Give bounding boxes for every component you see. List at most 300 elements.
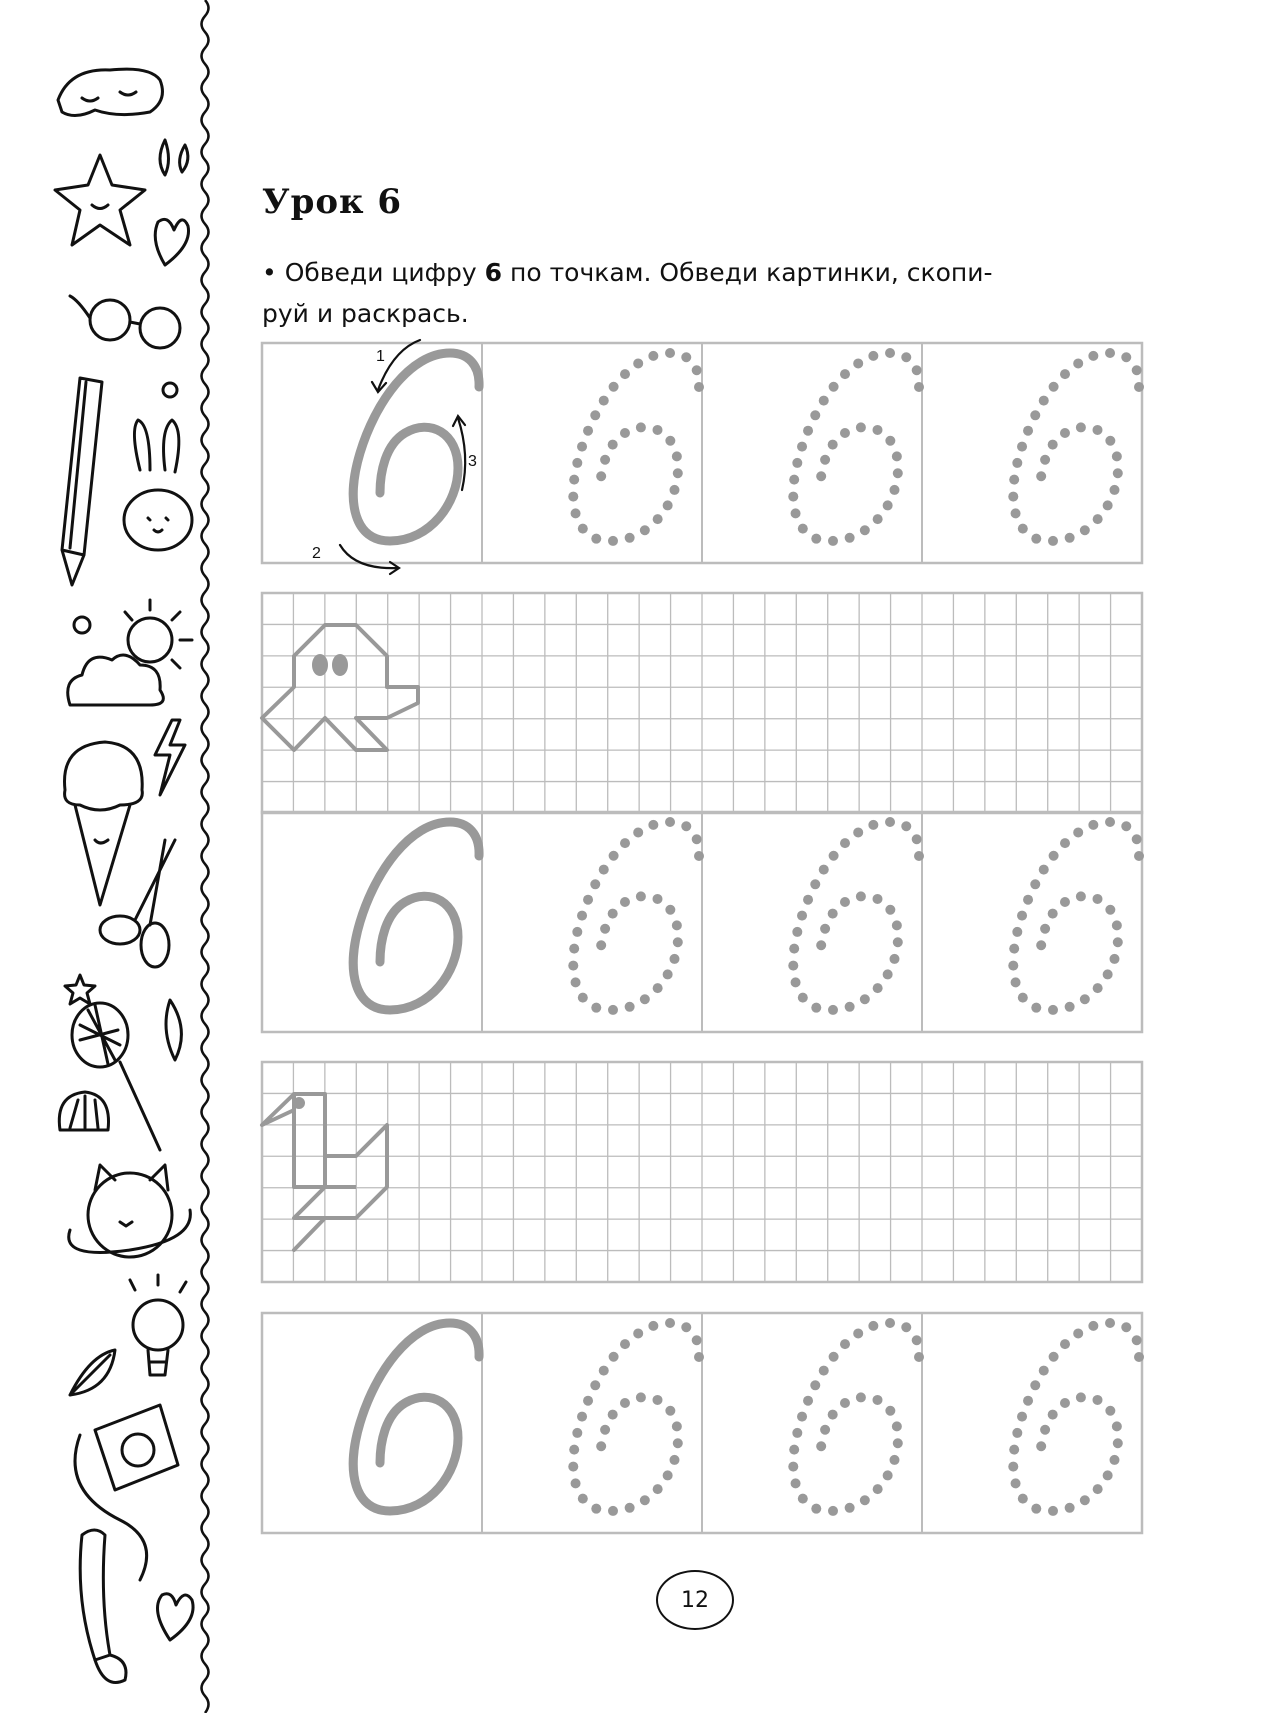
trace-dot: [873, 983, 883, 993]
trace-dot: [571, 1478, 581, 1488]
trace-dot: [665, 905, 675, 915]
trace-dot: [1039, 865, 1049, 875]
trace-dot: [892, 920, 902, 930]
trace-dot: [1039, 396, 1049, 406]
trace-dot: [1121, 352, 1131, 362]
trace-dot: [1031, 534, 1041, 544]
trace-dot: [803, 895, 813, 905]
trace-dot: [816, 471, 826, 481]
trace-dot: [856, 891, 866, 901]
trace-dot: [885, 1318, 895, 1328]
trace-dot: [829, 851, 839, 861]
trace-dot: [692, 1335, 702, 1345]
trace-dot: [1017, 442, 1027, 452]
trace-dot: [620, 428, 630, 438]
trace-dot: [1092, 894, 1102, 904]
trace-dot: [1112, 1421, 1122, 1431]
trace-dot: [885, 348, 895, 358]
trace-dot: [1134, 851, 1144, 861]
trace-dot: [569, 944, 579, 954]
trace-dot: [873, 514, 883, 524]
trace-dot: [1036, 471, 1046, 481]
trace-dot: [860, 525, 870, 535]
dotted-digit-six: [788, 1318, 924, 1516]
trace-dot: [889, 1455, 899, 1465]
trace-dot: [797, 1412, 807, 1422]
trace-dot: [1031, 1504, 1041, 1514]
trace-dot: [578, 993, 588, 1003]
trace-dot: [1018, 993, 1028, 1003]
trace-dot: [1036, 1441, 1046, 1451]
trace-dot: [1039, 1366, 1049, 1376]
trace-dot: [636, 891, 646, 901]
trace-dot: [599, 865, 609, 875]
trace-dot: [1048, 1506, 1058, 1516]
trace-dot: [1011, 508, 1021, 518]
trace-dot: [872, 894, 882, 904]
trace-dot: [819, 865, 829, 875]
trace-dot: [893, 937, 903, 947]
trace-dot: [885, 817, 895, 827]
trace-dot: [797, 911, 807, 921]
trace-dot: [1073, 827, 1083, 837]
instruction-digit: 6: [484, 258, 503, 287]
dotted-digit-six: [1008, 348, 1144, 546]
trace-dot: [791, 977, 801, 987]
lesson-title: Урок 6: [262, 182, 403, 222]
trace-dot: [609, 382, 619, 392]
trace-dot: [1092, 1395, 1102, 1405]
trace-dot: [1060, 369, 1070, 379]
trace-dot: [872, 1395, 882, 1405]
trace-dot: [811, 1003, 821, 1013]
trace-dot: [1132, 365, 1142, 375]
trace-dot: [1105, 905, 1115, 915]
trace-dot: [798, 524, 808, 534]
trace-dot: [625, 1002, 635, 1012]
trace-dot: [1113, 468, 1123, 478]
trace-dot: [1009, 475, 1019, 485]
trace-dot: [608, 1410, 618, 1420]
trace-dot: [620, 897, 630, 907]
trace-dot: [625, 1503, 635, 1513]
trace-dot: [572, 458, 582, 468]
trace-dot: [845, 1503, 855, 1513]
trace-dot: [1030, 1380, 1040, 1390]
trace-dot: [568, 492, 578, 502]
trace-dot: [568, 961, 578, 971]
trace-dot: [633, 358, 643, 368]
trace-dot: [1048, 440, 1058, 450]
trace-dot: [663, 500, 673, 510]
trace-dot: [1008, 1462, 1018, 1472]
trace-dot: [1065, 533, 1075, 543]
trace-dot: [596, 940, 606, 950]
trace-dot: [1076, 1392, 1086, 1402]
trace-dot: [811, 534, 821, 544]
trace-dot: [1093, 1484, 1103, 1494]
trace-dot: [788, 1462, 798, 1472]
trace-dot: [578, 1494, 588, 1504]
trace-dot: [1049, 851, 1059, 861]
trace-dot: [868, 820, 878, 830]
trace-dot: [885, 1406, 895, 1416]
dotted-digit-six: [568, 817, 704, 1015]
trace-dot: [883, 500, 893, 510]
trace-dot: [1080, 1495, 1090, 1505]
trace-dot: [1017, 911, 1027, 921]
trace-dot: [1036, 940, 1046, 950]
trace-dot: [590, 410, 600, 420]
trace-dot: [1076, 422, 1086, 432]
trace-dot: [694, 1352, 704, 1362]
trace-dot: [1080, 994, 1090, 1004]
trace-dot: [1008, 961, 1018, 971]
trace-dot: [625, 533, 635, 543]
trace-dot: [1030, 879, 1040, 889]
trace-dot: [673, 1438, 683, 1448]
trace-dot: [608, 1005, 618, 1015]
trace-dot: [1060, 1339, 1070, 1349]
trace-dot: [673, 937, 683, 947]
trace-dot: [599, 396, 609, 406]
trace-dot: [1093, 514, 1103, 524]
trace-dot: [1088, 1321, 1098, 1331]
trace-dot: [828, 536, 838, 546]
trace-dot: [1048, 1005, 1058, 1015]
trace-dot: [840, 369, 850, 379]
trace-dot: [663, 969, 673, 979]
trace-dot: [853, 827, 863, 837]
grid-row-duck: [262, 1062, 1142, 1282]
trace-dot: [681, 352, 691, 362]
trace-dot: [648, 351, 658, 361]
trace-dot: [665, 1318, 675, 1328]
trace-dot: [1080, 525, 1090, 535]
trace-dot: [883, 969, 893, 979]
trace-dot: [892, 1421, 902, 1431]
trace-dot: [633, 827, 643, 837]
trace-dot: [829, 382, 839, 392]
trace-dot: [608, 1506, 618, 1516]
trace-dot: [583, 1396, 593, 1406]
trace-dot: [828, 1410, 838, 1420]
trace-dot: [653, 514, 663, 524]
stroke-order-2: 2: [312, 545, 321, 562]
trace-dot: [1049, 1352, 1059, 1362]
trace-dot: [1109, 485, 1119, 495]
trace-dot: [840, 838, 850, 848]
trace-dot: [692, 834, 702, 844]
trace-dot: [1060, 1398, 1070, 1408]
trace-dot: [1076, 891, 1086, 901]
trace-dot: [1048, 1410, 1058, 1420]
trace-dot: [868, 351, 878, 361]
trace-dot: [648, 820, 658, 830]
trace-dot: [665, 817, 675, 827]
trace-dot: [652, 894, 662, 904]
trace-dot: [1103, 500, 1113, 510]
trace-dot: [1017, 1412, 1027, 1422]
trace-dot: [1049, 382, 1059, 392]
trace-dot: [1048, 536, 1058, 546]
trace-dot: [694, 382, 704, 392]
trace-dot: [789, 1445, 799, 1455]
trace-dot: [1011, 977, 1021, 987]
dotted-digit-six: [1008, 817, 1144, 1015]
instruction-part2: по точкам. Обведи картинки, скопи-: [510, 258, 993, 287]
trace-dot: [792, 458, 802, 468]
trace-dot: [608, 909, 618, 919]
trace-dot: [872, 425, 882, 435]
trace-dot: [803, 426, 813, 436]
trace-dot: [885, 905, 895, 915]
trace-dot: [901, 352, 911, 362]
trace-dot: [1088, 820, 1098, 830]
trace-dot: [860, 1495, 870, 1505]
trace-dot: [792, 927, 802, 937]
trace-dot: [892, 451, 902, 461]
trace-dot: [569, 475, 579, 485]
trace-dot: [669, 485, 679, 495]
trace-dot: [1009, 1445, 1019, 1455]
trace-dot: [1109, 1455, 1119, 1465]
trace-dot: [912, 834, 922, 844]
grid-row-ghost: [262, 593, 1142, 813]
trace-dot: [797, 442, 807, 452]
stroke-order-1: 1: [376, 348, 385, 365]
trace-dot: [845, 1002, 855, 1012]
instruction-bullet: •: [262, 258, 277, 287]
trace-dot: [1073, 1328, 1083, 1338]
dotted-digit-six: [788, 817, 924, 1015]
trace-dot: [901, 1322, 911, 1332]
trace-dot: [1103, 1470, 1113, 1480]
trace-dot: [816, 940, 826, 950]
trace-dot: [1121, 1322, 1131, 1332]
trace-dot: [608, 440, 618, 450]
trace-dot: [789, 475, 799, 485]
trace-dot: [1031, 1003, 1041, 1013]
trace-dot: [620, 838, 630, 848]
trace-dot: [856, 422, 866, 432]
trace-dot: [1105, 1406, 1115, 1416]
trace-dot: [868, 1321, 878, 1331]
trace-dot: [912, 1335, 922, 1345]
trace-dot: [590, 879, 600, 889]
trace-dot: [620, 1339, 630, 1349]
trace-dot: [845, 533, 855, 543]
trace-dot: [1023, 426, 1033, 436]
trace-dot: [636, 422, 646, 432]
instruction-line2: руй и раскрась.: [262, 299, 469, 328]
trace-dot: [914, 382, 924, 392]
trace-dot: [672, 920, 682, 930]
trace-dot: [840, 1398, 850, 1408]
trace-dot: [1112, 451, 1122, 461]
trace-dot: [840, 1339, 850, 1349]
trace-dot: [665, 348, 675, 358]
trace-dot: [591, 1003, 601, 1013]
trace-dot: [798, 993, 808, 1003]
trace-dot: [636, 1392, 646, 1402]
trace-dot: [640, 994, 650, 1004]
trace-dot: [1012, 927, 1022, 937]
instruction-part1: Обведи цифру: [284, 258, 477, 287]
trace-dot: [885, 436, 895, 446]
trace-dot: [810, 879, 820, 889]
trace-dot: [620, 369, 630, 379]
trace-dot: [1012, 1428, 1022, 1438]
trace-dot: [1132, 1335, 1142, 1345]
trace-dot: [653, 1484, 663, 1494]
trace-dot: [1040, 455, 1050, 465]
trace-dot: [669, 954, 679, 964]
trace-dot: [599, 1366, 609, 1376]
trace-dot: [1092, 425, 1102, 435]
trace-dot: [609, 1352, 619, 1362]
trace-dot: [820, 924, 830, 934]
trace-dot: [692, 365, 702, 375]
trace-dot: [1088, 351, 1098, 361]
trace-dot: [1023, 895, 1033, 905]
trace-dot: [633, 1328, 643, 1338]
solid-digit-six: [353, 1323, 479, 1511]
trace-dot: [600, 924, 610, 934]
trace-dot: [1105, 1318, 1115, 1328]
trace-dot: [652, 1395, 662, 1405]
trace-dot: [694, 851, 704, 861]
trace-dot: [1065, 1503, 1075, 1513]
trace-dot: [583, 426, 593, 436]
trace-dot: [1012, 458, 1022, 468]
trace-dot: [893, 1438, 903, 1448]
trace-dot: [1121, 821, 1131, 831]
trace-dot: [590, 1380, 600, 1390]
trace-dot: [665, 436, 675, 446]
trace-dot: [577, 442, 587, 452]
trace-dot: [572, 1428, 582, 1438]
trace-dot: [1008, 492, 1018, 502]
trace-dot: [1134, 382, 1144, 392]
trace-dot: [889, 485, 899, 495]
trace-dot: [829, 1352, 839, 1362]
digit-row-1: [262, 340, 1144, 574]
trace-dot: [600, 455, 610, 465]
trace-dot: [1040, 924, 1050, 934]
trace-dot: [792, 1428, 802, 1438]
trace-dot: [600, 1425, 610, 1435]
trace-dot: [648, 1321, 658, 1331]
trace-dot: [1060, 838, 1070, 848]
trace-dot: [810, 410, 820, 420]
trace-dot: [669, 1455, 679, 1465]
dotted-digit-six: [568, 348, 704, 546]
trace-dot: [820, 455, 830, 465]
digit-row-3: [262, 1313, 1144, 1533]
trace-dot: [1011, 1478, 1021, 1488]
trace-dot: [583, 895, 593, 905]
dotted-digit-six: [1008, 1318, 1144, 1516]
trace-dot: [640, 1495, 650, 1505]
trace-dot: [672, 1421, 682, 1431]
trace-dot: [1112, 920, 1122, 930]
trace-dot: [819, 1366, 829, 1376]
trace-dot: [1134, 1352, 1144, 1362]
trace-dot: [1113, 1438, 1123, 1448]
trace-dot: [1109, 954, 1119, 964]
trace-dot: [1103, 969, 1113, 979]
solid-digit-six: [353, 822, 479, 1010]
trace-dot: [591, 534, 601, 544]
trace-dot: [596, 471, 606, 481]
trace-dot: [788, 492, 798, 502]
trace-dot: [1105, 817, 1115, 827]
copy-grid: [262, 1062, 1142, 1282]
trace-dot: [1132, 834, 1142, 844]
trace-dot: [1073, 358, 1083, 368]
trace-dot: [840, 428, 850, 438]
trace-dot: [791, 508, 801, 518]
trace-dot: [828, 909, 838, 919]
trace-dot: [620, 1398, 630, 1408]
trace-dot: [663, 1470, 673, 1480]
trace-dot: [1040, 1425, 1050, 1435]
trace-dot: [672, 451, 682, 461]
trace-dot: [681, 821, 691, 831]
trace-dot: [1093, 983, 1103, 993]
trace-dot: [591, 1504, 601, 1514]
trace-dot: [1060, 428, 1070, 438]
trace-dot: [1030, 410, 1040, 420]
trace-dot: [568, 1462, 578, 1472]
trace-dot: [901, 821, 911, 831]
trace-dot: [853, 1328, 863, 1338]
trace-dot: [640, 525, 650, 535]
dotted-digit-six: [568, 1318, 704, 1516]
trace-dot: [816, 1441, 826, 1451]
trace-dot: [803, 1396, 813, 1406]
trace-dot: [1018, 1494, 1028, 1504]
trace-dot: [1105, 436, 1115, 446]
trace-dot: [1065, 1002, 1075, 1012]
dotted-digit-six: [788, 348, 924, 546]
trace-dot: [853, 358, 863, 368]
trace-dot: [883, 1470, 893, 1480]
trace-dot: [798, 1494, 808, 1504]
trace-dot: [1018, 524, 1028, 534]
trace-dot: [1113, 937, 1123, 947]
trace-dot: [810, 1380, 820, 1390]
trace-dot: [569, 1445, 579, 1455]
trace-dot: [788, 961, 798, 971]
trace-dot: [608, 536, 618, 546]
trace-dot: [840, 897, 850, 907]
stroke-order-3: 3: [468, 453, 477, 470]
trace-dot: [1105, 348, 1115, 358]
trace-dot: [1009, 944, 1019, 954]
copy-grid: [262, 593, 1142, 813]
trace-dot: [856, 1392, 866, 1402]
trace-dot: [811, 1504, 821, 1514]
digit-row-2: [262, 812, 1144, 1032]
trace-dot: [820, 1425, 830, 1435]
trace-dot: [828, 440, 838, 450]
trace-dot: [1023, 1396, 1033, 1406]
trace-dot: [912, 365, 922, 375]
trace-dot: [572, 927, 582, 937]
trace-dot: [791, 1478, 801, 1488]
